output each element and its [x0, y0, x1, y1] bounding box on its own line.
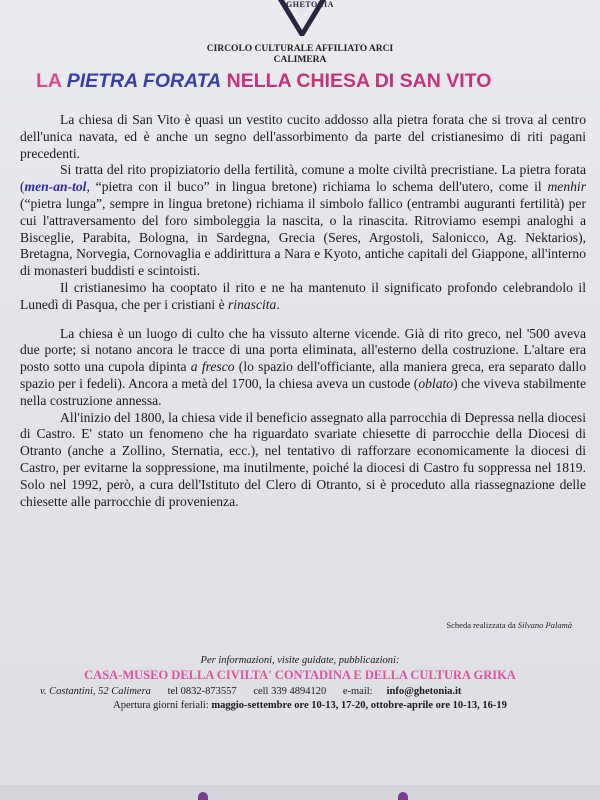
- title-part-1: LA: [36, 70, 67, 92]
- p2-text-b: , “pietra con il buco” in lingua bretone) richiama lo schema dell'utero, come il: [86, 179, 548, 195]
- page-title: [36, 70, 576, 93]
- logo-word: GHETONIA: [286, 0, 334, 9]
- hours-label: Apertura giorni feriali:: [113, 700, 209, 711]
- p3-text-a: Il cristianesimo ha cooptato il rito e ne ha mantenuto il significato profondo celebrandolo il Lunedì di Pasqua, che per i cristiani è: [20, 279, 586, 312]
- rinascita-term: rinascita: [228, 296, 277, 312]
- paragraph-3: [20, 280, 586, 314]
- oblato-term: oblato: [418, 375, 454, 391]
- paragraph-1: La chiesa di San Vito è quasi un vestito cucito addosso alla pietra forata che si trova al centro dell'unica navata, ed è anche un segno dell'assorbimento da parte del cristianesimo di riti pagani precedenti.: [20, 112, 586, 161]
- p2-text-a: Si tratta del rito propiziatorio della fertilità, comune a molte civiltà precristiane. La pietra forata (: [20, 162, 586, 195]
- email: [343, 686, 462, 697]
- paragraph-5: All'inizio del 1800, la chiesa vide il beneficio assegnato alla parrocchia di Depressa nella diocesi di Castro. E' stato un fenomeno che ha riguardato svariate chiesette di parrocchie della Diocesi di Otranto (anche a Zollino, Sternatia, ecc.), nel tentativo di rafforzare economicamente la diocesi di Castro, per evitarne la soppressione, ma inutilmente, poiché la diocesi di Castro fu soppressa nel 1819. Solo nel 1992, però, a cura dell'Istituto del Clero di Otranto, si è proceduto alla riassegnazione delle chiesette alle parrocchie di provenienza.: [20, 409, 586, 509]
- article-body: [20, 112, 586, 510]
- museum-name: CASA-MUSEO DELLA CIVILTA' CONTADINA E DELLA CULTURA GRIKA: [84, 668, 516, 682]
- association-name: CIRCOLO CULTURALE AFFILIATO ARCI: [206, 44, 394, 54]
- men-an-tol-term: men-an-tol: [24, 179, 87, 195]
- address: v. Costantini, 52 Calimera: [40, 686, 151, 697]
- hours-winter: ottobre-aprile ore 10-13, 16-19: [370, 700, 507, 711]
- email-address: info@ghetonia.it: [386, 686, 462, 697]
- hours-summer: maggio-settembre ore 10-13, 17-20,: [211, 700, 369, 711]
- p4-text-a: La chiesa è un luogo di culto che ha vissuto alterne vicende. Già di rito greco, nel '500 aveva due porte; si notano ancora le tracce di una porta eliminata, all'esterno della costruzione. L'altare era posto sotto una cupola dipinta: [20, 325, 586, 375]
- paragraph-4: [20, 326, 586, 410]
- a-fresco-term: a fresco: [190, 359, 235, 375]
- p4-text-c: ) che viveva stabilmente nella costruzione annessa.: [20, 375, 586, 408]
- opening-hours: [30, 700, 590, 711]
- author-credit: [446, 620, 572, 630]
- email-label: e-mail:: [342, 686, 373, 697]
- p4-text-b: (lo spazio dell'officiante, alla maniera greca, era separato dallo spazio per i fedeli). Ancora a metà del 1700, la chiesa aveva un custode (: [20, 359, 586, 391]
- paragraph-2: [20, 162, 586, 280]
- association-header: [0, 44, 600, 66]
- title-part-2: PIETRA FORATA: [66, 70, 222, 92]
- title-part-3: NELLA CHIESA DI SAN VITO: [221, 70, 492, 92]
- p3-text-b: .: [276, 296, 280, 312]
- info-line: Per informazioni, visite guidate, pubblicazioni:: [200, 655, 400, 666]
- credit-prefix: Scheda realizzata da: [446, 620, 518, 630]
- credit-author: Silvano Palamà: [517, 620, 572, 630]
- pin-icon: [398, 792, 408, 800]
- p2-text-c: (“pietra lunga”, sempre in lingua bretone) richiama il simbolo fallico (entrambi auguranti fertilità) per cui l'attraversamento del foro simboleggia la nascita, o la rinascita. Ritroviamo esempi analoghi a Bisceglie, Parabita, Bologna, in Sardegna, Grecia (Seres, Argostoli, Salonicco, Ag. Nektarios), Bretagna, Norvegia, Cornovaglia e addirittura a Nara e Kyoto, antiche capitali del Giappone, all'interno di monasteri buddisti e scintoisti.: [20, 195, 586, 279]
- bottom-edge: [0, 785, 600, 800]
- mobile: cell 339 4894120: [253, 686, 327, 697]
- association-town: CALIMERA: [273, 55, 327, 65]
- menhir-term: menhir: [547, 179, 586, 195]
- pin-icon: [198, 792, 208, 800]
- phone: tel 0832-873557: [167, 686, 237, 697]
- contact-line: [40, 686, 580, 697]
